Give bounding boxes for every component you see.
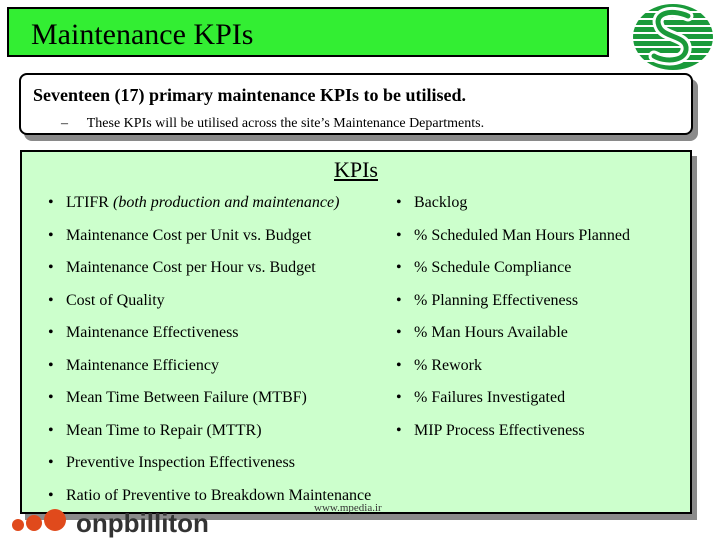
kpi-label: Maintenance Cost per Hour vs. Budget <box>66 259 316 276</box>
list-item <box>396 292 630 325</box>
bullet: • <box>48 324 54 341</box>
bullet: • <box>48 226 54 244</box>
intro-subpoint <box>61 116 484 132</box>
list-item <box>396 324 630 357</box>
kpi-label: Preventive Inspection Effectiveness <box>66 454 295 471</box>
page-title: Maintenance KPIs <box>31 18 254 51</box>
list-item <box>48 194 371 227</box>
list-item <box>48 454 371 487</box>
bullet: • <box>48 356 54 374</box>
kpi-label: Mean Time to Repair (MTTR) <box>66 421 262 439</box>
list-item <box>396 357 630 390</box>
kpi-heading: KPIs <box>333 157 378 182</box>
kpi-label: % Rework <box>414 356 482 374</box>
kpi-label: Maintenance Efficiency <box>66 356 219 374</box>
bhp-billiton-logo-icon <box>8 508 223 540</box>
kpi-list-right <box>396 194 630 454</box>
list-item <box>396 389 630 422</box>
kpi-label: Maintenance Cost per Unit vs. Budget <box>66 226 312 244</box>
bullet: • <box>396 259 402 276</box>
kpi-note: (both production and maintenance) <box>112 194 340 211</box>
kpi-panel <box>20 150 692 514</box>
kpi-label: % Schedule Compliance <box>414 259 572 276</box>
bullet: • <box>396 226 402 244</box>
kpi-label: MIP Process Effectiveness <box>414 421 585 439</box>
list-item <box>396 194 630 227</box>
list-item <box>48 324 371 357</box>
list-item <box>48 389 371 422</box>
intro-panel <box>19 73 693 135</box>
kpi-label: % Failures Investigated <box>414 389 566 406</box>
bullet: • <box>48 259 54 276</box>
kpi-list-left <box>48 194 371 519</box>
list-item <box>48 292 371 325</box>
bullet: • <box>48 421 54 439</box>
dash-bullet: – <box>61 116 68 131</box>
kpi-label: Maintenance Effectiveness <box>66 324 239 341</box>
footer-logo-text: onpbilliton <box>76 508 209 538</box>
kpi-label: % Scheduled Man Hours Planned <box>414 226 630 244</box>
kpi-label: % Man Hours Available <box>414 324 568 341</box>
bullet: • <box>48 389 54 406</box>
kpi-label: Cost of Quality <box>66 291 165 309</box>
kpi-label: Ratio of Preventive to Breakdown Maintenance <box>66 486 372 504</box>
kpi-label: LTIFR <box>66 194 113 211</box>
bullet: • <box>396 324 402 341</box>
intro-subpoint-text: These KPIs will be utilised across the site’s Maintenance Departments. <box>86 116 485 131</box>
list-item <box>48 422 371 455</box>
bullet: • <box>48 486 54 504</box>
bullet: • <box>48 291 54 309</box>
kpi-label: Mean Time Between Failure (MTBF) <box>66 389 307 406</box>
bullet: • <box>396 421 402 439</box>
bullet: • <box>396 389 402 406</box>
watermark-text: www.mpedia.ir <box>314 502 382 514</box>
bullet: • <box>48 194 54 211</box>
bullet: • <box>396 291 402 309</box>
intro-headline: Seventeen (17) primary maintenance KPIs to be utilised. <box>33 85 466 105</box>
list-item <box>396 422 630 455</box>
bullet: • <box>396 194 402 211</box>
list-item <box>396 259 630 292</box>
kpi-label: % Planning Effectiveness <box>414 291 579 309</box>
list-item <box>396 227 630 260</box>
title-bar <box>7 7 609 57</box>
bullet: • <box>396 356 402 374</box>
kpi-label: Backlog <box>414 194 468 211</box>
list-item <box>48 259 371 292</box>
list-item <box>48 227 371 260</box>
bullet: • <box>48 454 54 471</box>
list-item <box>48 357 371 390</box>
company-logo-icon <box>630 2 716 72</box>
